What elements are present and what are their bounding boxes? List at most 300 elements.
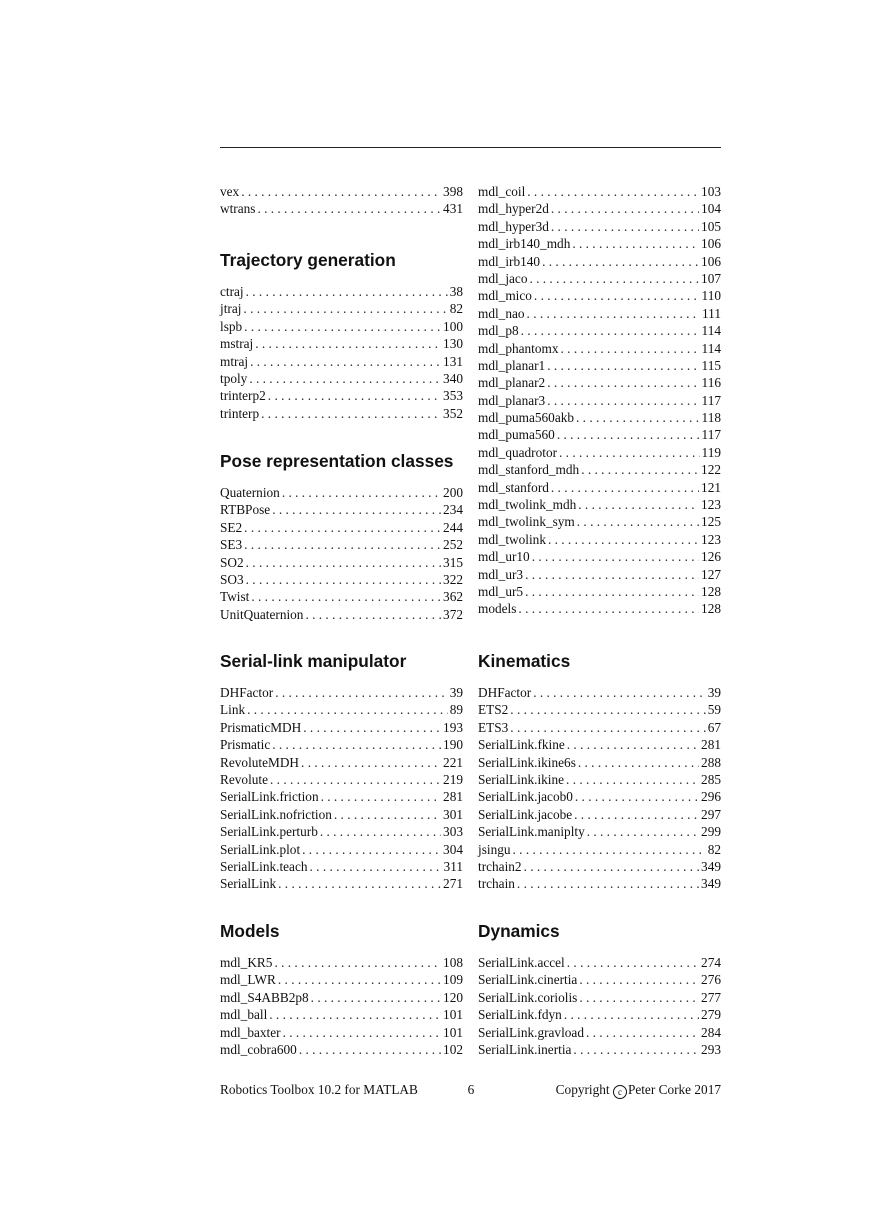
dot-leader	[299, 1041, 441, 1058]
entry-page-number: 311	[443, 858, 463, 874]
dot-leader	[579, 971, 699, 988]
entry-page-number: 372	[443, 606, 463, 622]
entry-name: ETS2	[478, 702, 509, 718]
dot-leader	[244, 519, 441, 536]
left-column	[220, 183, 463, 218]
entry-page-number: 102	[443, 1041, 463, 1057]
entry-name: mdl_quadrotor	[478, 444, 558, 460]
dot-leader	[282, 484, 441, 501]
dot-leader	[532, 548, 699, 565]
dot-leader	[243, 300, 447, 317]
index-entry[interactable]	[478, 531, 721, 548]
dot-leader	[587, 823, 699, 840]
entry-name: Quaternion	[220, 485, 280, 500]
entry-page-number: 118	[701, 410, 721, 426]
dot-leader	[517, 875, 699, 892]
index-entry[interactable]	[220, 1006, 463, 1023]
entry-page-number: 103	[701, 184, 721, 199]
index-entry[interactable]	[478, 1006, 721, 1023]
dot-leader	[241, 183, 441, 200]
entry-page-number: 431	[443, 201, 463, 217]
index-entry[interactable]	[478, 858, 721, 875]
dot-leader	[551, 218, 699, 235]
entry-page-number: 107	[701, 270, 721, 286]
entry-page-number: 281	[443, 789, 463, 805]
dot-leader	[278, 971, 441, 988]
index-entry[interactable]	[478, 392, 721, 409]
index-entry[interactable]	[220, 405, 463, 422]
entry-name: mdl_hyper2d	[478, 201, 549, 217]
dot-leader	[578, 754, 699, 771]
dot-leader	[578, 496, 699, 513]
index-entry[interactable]	[478, 684, 721, 701]
dot-leader	[527, 183, 699, 200]
index-entry[interactable]	[478, 479, 721, 496]
index-entry[interactable]	[220, 1024, 463, 1041]
entry-page-number: 352	[443, 405, 463, 421]
entry-page-number: 123	[701, 531, 721, 547]
dot-leader	[521, 322, 700, 339]
index-entry[interactable]	[478, 183, 721, 200]
index-entry[interactable]	[478, 875, 721, 892]
entry-page-number: 284	[701, 1024, 721, 1040]
entry-page-number: 82	[707, 841, 721, 857]
entry-page-number: 274	[701, 955, 721, 970]
dot-leader	[249, 370, 441, 387]
index-entry[interactable]	[220, 484, 463, 501]
entry-name: mdl_twolink_mdh	[478, 497, 577, 513]
dot-leader	[310, 858, 442, 875]
entry-name: mdl_jaco	[478, 270, 528, 286]
section-dynamics	[478, 921, 721, 1058]
dot-leader	[533, 684, 706, 701]
entry-name: Prismatic	[220, 737, 271, 753]
entry-page-number: 117	[701, 392, 721, 408]
entry-name: SO3	[220, 571, 244, 587]
index-entry[interactable]	[478, 513, 721, 530]
index-entry[interactable]	[478, 235, 721, 252]
entry-name: mdl_LWR	[220, 972, 276, 988]
index-entry[interactable]	[220, 1041, 463, 1058]
index-entry[interactable]	[220, 684, 463, 701]
section-heading: Dynamics	[478, 921, 560, 941]
entry-name: wtrans	[220, 201, 256, 217]
entry-page-number: 244	[443, 519, 463, 535]
entry-name: mdl_stanford_mdh	[478, 462, 580, 478]
section-models-continued	[478, 183, 721, 618]
dot-leader	[529, 270, 699, 287]
index-entry[interactable]	[220, 989, 463, 1006]
index-entry[interactable]	[478, 270, 721, 287]
index-entry[interactable]	[478, 701, 721, 718]
dot-leader	[548, 531, 699, 548]
dot-leader	[586, 1024, 699, 1041]
entry-name: mdl_stanford	[478, 479, 549, 495]
dot-leader	[250, 353, 441, 370]
dot-leader	[577, 513, 699, 530]
entry-name: jsingu	[478, 841, 511, 857]
entry-page-number: 128	[701, 601, 721, 617]
entry-name: mdl_twolink_sym	[478, 514, 575, 530]
entry-name: SerialLink.cinertia	[478, 972, 578, 988]
entry-name: SerialLink.ikine6s	[478, 754, 576, 770]
dot-leader	[257, 200, 441, 217]
dot-leader	[547, 392, 699, 409]
index-entry[interactable]	[478, 806, 721, 823]
entry-name: SerialLink.fdyn	[478, 1007, 562, 1023]
dot-leader	[513, 841, 706, 858]
index-entry[interactable]	[220, 353, 463, 370]
entry-name: Revolute	[220, 771, 269, 787]
index-entry[interactable]	[220, 183, 463, 200]
index-entry[interactable]	[220, 318, 463, 335]
index-entry[interactable]	[478, 253, 721, 270]
entry-page-number: 322	[443, 571, 463, 587]
index-entry[interactable]	[478, 322, 721, 339]
entry-list-top	[220, 183, 463, 218]
index-entry[interactable]	[478, 771, 721, 788]
index-entry[interactable]	[478, 374, 721, 391]
dot-leader	[334, 806, 441, 823]
entry-page-number: 67	[707, 719, 721, 735]
index-entry[interactable]	[220, 806, 463, 823]
entry-list	[220, 484, 463, 623]
entry-name: mdl_irb140	[478, 253, 541, 269]
index-entry[interactable]	[478, 841, 721, 858]
index-entry[interactable]	[478, 788, 721, 805]
index-entry[interactable]	[478, 426, 721, 443]
entry-page-number: 110	[701, 288, 721, 304]
entry-page-number: 193	[443, 719, 463, 735]
index-entry[interactable]	[478, 548, 721, 565]
index-entry[interactable]	[478, 954, 721, 971]
entry-page-number: 297	[701, 806, 721, 822]
dot-leader	[268, 387, 441, 404]
entry-name: SerialLink.plot	[220, 841, 301, 857]
entry-name: UnitQuaternion	[220, 606, 304, 622]
entry-page-number: 125	[701, 514, 721, 530]
entry-list	[220, 954, 463, 1058]
entry-name: SerialLink.inertia	[478, 1041, 572, 1057]
entry-name: SerialLink.maniplty	[478, 824, 585, 840]
index-entry[interactable]	[220, 554, 463, 571]
index-entry[interactable]	[220, 719, 463, 736]
index-entry[interactable]	[478, 600, 721, 617]
dot-leader	[270, 771, 441, 788]
entry-page-number: 349	[701, 876, 721, 892]
index-entry[interactable]	[220, 841, 463, 858]
entry-name: mdl_KR5	[220, 955, 273, 970]
dot-leader	[527, 305, 700, 322]
index-entry[interactable]	[220, 387, 463, 404]
index-entry[interactable]	[478, 200, 721, 217]
dot-leader	[547, 357, 699, 374]
index-entry[interactable]	[478, 305, 721, 322]
entry-name: mdl_ur5	[478, 583, 524, 599]
entry-page-number: 104	[701, 201, 721, 217]
entry-name: mdl_twolink	[478, 531, 546, 547]
entry-name: trinterp2	[220, 388, 266, 404]
dot-leader	[246, 571, 441, 588]
entry-name: models	[478, 601, 517, 617]
dot-leader	[305, 606, 441, 623]
entry-name: DHFactor	[220, 685, 274, 700]
index-entry[interactable]	[220, 571, 463, 588]
entry-name: mdl_S4ABB2p8	[220, 989, 309, 1005]
dot-leader	[572, 235, 699, 252]
index-entry[interactable]	[478, 340, 721, 357]
index-entry[interactable]	[220, 283, 463, 300]
index-entry[interactable]	[220, 501, 463, 518]
index-entry[interactable]	[220, 788, 463, 805]
entry-page-number: 100	[443, 318, 463, 334]
entry-page-number: 108	[443, 955, 463, 970]
index-entry[interactable]	[220, 588, 463, 605]
entry-name: mdl_puma560akb	[478, 410, 575, 426]
entry-name: SE2	[220, 519, 243, 535]
entry-page-number: 190	[443, 737, 463, 753]
dot-leader	[524, 858, 699, 875]
entry-name: SerialLink.gravload	[478, 1024, 584, 1040]
index-entry[interactable]	[220, 200, 463, 217]
index-entry[interactable]	[220, 300, 463, 317]
entry-page-number: 315	[443, 554, 463, 570]
section-heading: Models	[220, 921, 280, 941]
entry-page-number: 234	[443, 502, 463, 518]
index-entry[interactable]	[478, 823, 721, 840]
index-entry[interactable]	[220, 701, 463, 718]
entry-name: mtraj	[220, 353, 249, 369]
entry-page-number: 38	[449, 284, 463, 299]
entry-page-number: 340	[443, 370, 463, 386]
entry-name: mdl_baxter	[220, 1024, 281, 1040]
entry-page-number: 114	[701, 340, 721, 356]
entry-page-number: 219	[443, 771, 463, 787]
entry-name: ctraj	[220, 284, 244, 299]
index-entry[interactable]	[478, 989, 721, 1006]
dot-leader	[567, 954, 699, 971]
entry-name: SerialLink.friction	[220, 789, 319, 805]
entry-name: PrismaticMDH	[220, 719, 302, 735]
dot-leader	[567, 736, 699, 753]
entry-page-number: 122	[701, 462, 721, 478]
entry-name: SerialLink.teach	[220, 858, 308, 874]
copyright-holder: Peter Corke 2017	[627, 1082, 721, 1097]
dot-leader	[274, 954, 441, 971]
index-entry[interactable]	[220, 823, 463, 840]
entry-page-number: 277	[701, 989, 721, 1005]
index-entry[interactable]	[478, 357, 721, 374]
entry-list	[478, 954, 721, 1058]
entry-page-number: 131	[443, 353, 463, 369]
dot-leader	[551, 479, 699, 496]
footer-copyright	[556, 1081, 721, 1099]
index-entry[interactable]	[478, 496, 721, 513]
index-entry[interactable]	[478, 1024, 721, 1041]
entry-name: mdl_planar3	[478, 392, 546, 408]
entry-page-number: 293	[701, 1041, 721, 1057]
entry-page-number: 39	[449, 685, 463, 700]
index-entry[interactable]	[220, 954, 463, 971]
entry-name: mdl_p8	[478, 323, 519, 339]
entry-name: SerialLink.jacob0	[478, 789, 573, 805]
entry-list	[220, 283, 463, 422]
index-entry[interactable]	[220, 370, 463, 387]
entry-page-number: 279	[701, 1007, 721, 1023]
entry-page-number: 128	[701, 583, 721, 599]
copyright-prefix: Copyright	[555, 1082, 613, 1097]
entry-name: Twist	[220, 589, 250, 605]
index-entry[interactable]	[478, 736, 721, 753]
index-entry[interactable]	[220, 519, 463, 536]
entry-list	[220, 684, 463, 893]
entry-page-number: 39	[707, 685, 721, 700]
entry-list	[478, 684, 721, 893]
dot-leader	[557, 426, 700, 443]
section-trajectory	[220, 250, 463, 422]
index-entry[interactable]	[478, 754, 721, 771]
dot-leader	[251, 588, 441, 605]
index-entry[interactable]	[478, 461, 721, 478]
dot-leader	[272, 736, 441, 753]
dot-leader	[269, 1006, 441, 1023]
entry-name: lspb	[220, 318, 243, 334]
entry-page-number: 296	[701, 789, 721, 805]
index-entry[interactable]	[220, 335, 463, 352]
index-entry[interactable]	[220, 971, 463, 988]
entry-page-number: 285	[701, 771, 721, 787]
index-entry[interactable]	[220, 754, 463, 771]
dot-leader	[301, 754, 441, 771]
section-models	[220, 921, 463, 1058]
entry-page-number: 276	[701, 972, 721, 988]
entry-name: mdl_hyper3d	[478, 218, 549, 234]
dot-leader	[510, 701, 705, 718]
entry-page-number: 123	[701, 497, 721, 513]
index-entry[interactable]	[478, 409, 721, 426]
dot-leader	[574, 806, 699, 823]
index-entry[interactable]	[478, 719, 721, 736]
page-number: 6	[467, 1082, 475, 1097]
index-entry[interactable]	[478, 287, 721, 304]
dot-leader	[246, 283, 448, 300]
index-entry[interactable]	[220, 536, 463, 553]
entry-name: vex	[220, 184, 240, 199]
entry-page-number: 119	[701, 444, 721, 460]
dot-leader	[542, 253, 699, 270]
entry-name: ETS3	[478, 719, 509, 735]
dot-leader	[275, 684, 448, 701]
dot-leader	[246, 554, 441, 571]
entry-name: trchain2	[478, 858, 522, 874]
entry-page-number: 127	[701, 566, 721, 582]
dot-leader	[534, 287, 700, 304]
index-entry[interactable]	[220, 858, 463, 875]
entry-page-number: 299	[701, 824, 721, 840]
entry-page-number: 304	[443, 841, 463, 857]
entry-page-number: 101	[443, 1024, 463, 1040]
section-heading: Trajectory generation	[220, 250, 396, 270]
dot-leader	[272, 501, 441, 518]
dot-leader	[510, 719, 705, 736]
entry-page-number: 126	[701, 549, 721, 565]
dot-leader	[320, 823, 441, 840]
entry-page-number: 200	[443, 485, 463, 500]
dot-leader	[551, 200, 699, 217]
dot-leader	[311, 989, 441, 1006]
dot-leader	[581, 461, 699, 478]
entry-page-number: 281	[701, 737, 721, 753]
dot-leader	[559, 444, 700, 461]
index-entry[interactable]	[478, 218, 721, 235]
dot-leader	[525, 583, 699, 600]
entry-name: trchain	[478, 876, 515, 892]
dot-leader	[321, 788, 441, 805]
entry-page-number: 116	[701, 375, 721, 391]
dot-leader	[576, 409, 700, 426]
entry-name: mdl_coil	[478, 184, 526, 199]
entry-name: SerialLink.accel	[478, 955, 565, 970]
dot-leader	[564, 1006, 699, 1023]
entry-name: SerialLink.jacobe	[478, 806, 573, 822]
entry-page-number: 106	[701, 236, 721, 252]
entry-name: SE3	[220, 537, 243, 553]
dot-leader	[547, 374, 699, 391]
index-entry[interactable]	[478, 1041, 721, 1058]
entry-name: DHFactor	[478, 685, 532, 700]
index-entry[interactable]	[478, 971, 721, 988]
entry-page-number: 109	[443, 972, 463, 988]
entry-page-number: 398	[443, 184, 463, 199]
header-rule	[220, 147, 721, 148]
section-kinematics	[478, 651, 721, 893]
entry-name: mdl_mico	[478, 288, 532, 304]
section-serial-link	[220, 651, 463, 893]
entry-page-number: 106	[701, 253, 721, 269]
entry-page-number: 301	[443, 806, 463, 822]
index-entry[interactable]	[478, 566, 721, 583]
index-entry[interactable]	[220, 771, 463, 788]
entry-page-number: 89	[449, 702, 463, 718]
copyright-icon: c	[613, 1085, 627, 1099]
entry-name: mdl_phantomx	[478, 340, 559, 356]
dot-leader	[575, 788, 699, 805]
entry-name: mdl_planar2	[478, 375, 546, 391]
entry-page-number: 221	[443, 754, 463, 770]
entry-name: RTBPose	[220, 502, 271, 518]
entry-name: SerialLink.ikine	[478, 771, 565, 787]
section-heading: Kinematics	[478, 651, 571, 671]
entry-page-number: 105	[701, 218, 721, 234]
index-entry[interactable]	[220, 736, 463, 753]
dot-leader	[303, 719, 441, 736]
entry-page-number: 59	[707, 702, 721, 718]
section-heading: Pose representation classes	[220, 451, 454, 471]
entry-page-number: 303	[443, 824, 463, 840]
entry-page-number: 362	[443, 589, 463, 605]
entry-page-number: 349	[701, 858, 721, 874]
index-entry[interactable]	[478, 583, 721, 600]
entry-name: jtraj	[220, 301, 242, 317]
index-entry[interactable]	[478, 444, 721, 461]
entry-name: SerialLink.coriolis	[478, 989, 578, 1005]
entry-name: mdl_ur10	[478, 549, 530, 565]
section-heading: Serial-link manipulator	[220, 651, 407, 671]
entry-page-number: 114	[701, 323, 721, 339]
index-entry[interactable]	[220, 606, 463, 623]
index-entry[interactable]	[220, 875, 463, 892]
entry-name: mstraj	[220, 336, 254, 352]
